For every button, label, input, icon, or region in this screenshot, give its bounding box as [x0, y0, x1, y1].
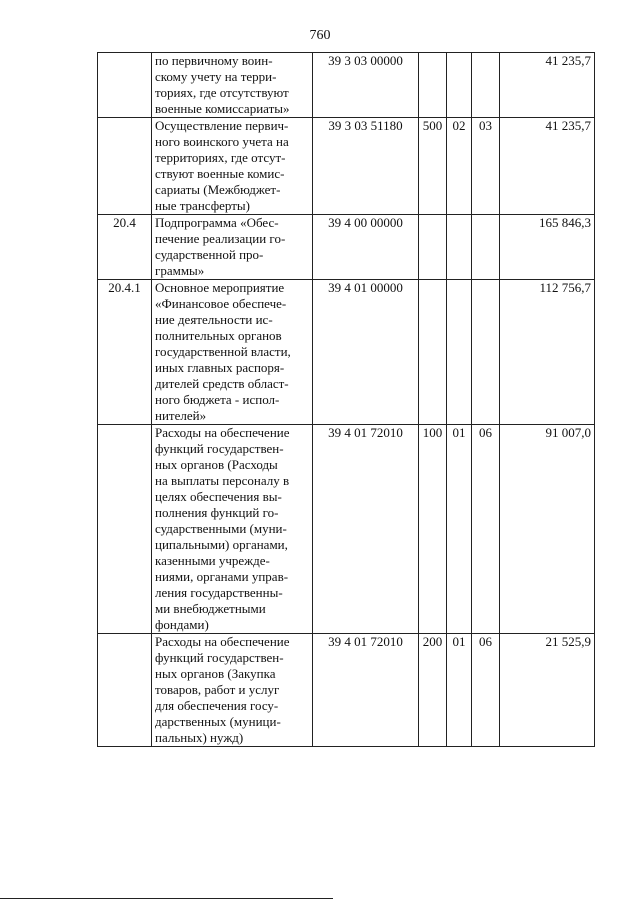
- row-number-cell: [98, 425, 152, 634]
- target-code-cell: 39 3 03 51180: [313, 118, 419, 215]
- expense-type-cell: 200: [419, 634, 447, 747]
- section-cell: 01: [447, 425, 472, 634]
- expense-type-cell: 500: [419, 118, 447, 215]
- footer-rule: [0, 898, 333, 899]
- amount-cell: 165 846,3: [500, 215, 595, 280]
- row-name-cell: Осуществление первич- ного воинского учета на территориях, где отсут- ствуют военные комис- сариаты (Межбюджет- ные трансферты): [152, 118, 313, 215]
- target-code-cell: 39 4 00 00000: [313, 215, 419, 280]
- section-cell: [447, 280, 472, 425]
- subsection-cell: 06: [472, 425, 500, 634]
- subsection-cell: [472, 280, 500, 425]
- row-number-cell: [98, 118, 152, 215]
- page-number: 760: [309, 28, 331, 43]
- row-number-cell: 20.4.1: [98, 280, 152, 425]
- section-cell: [447, 215, 472, 280]
- table-row: [98, 634, 595, 747]
- row-number-cell: [98, 634, 152, 747]
- expense-type-cell: 100: [419, 425, 447, 634]
- target-code-cell: 39 3 03 00000: [313, 53, 419, 118]
- section-cell: [447, 53, 472, 118]
- section-cell: 01: [447, 634, 472, 747]
- target-code-cell: 39 4 01 00000: [313, 280, 419, 425]
- subsection-cell: 03: [472, 118, 500, 215]
- expense-type-cell: [419, 280, 447, 425]
- row-name-cell: Расходы на обеспечение функций государствен- ных органов (Закупка товаров, работ и услуг для обеспечения госу- дарственных (муници- пальных) нужд): [152, 634, 313, 747]
- subsection-cell: [472, 53, 500, 118]
- table-row: [98, 118, 595, 215]
- row-number-cell: 20.4: [98, 215, 152, 280]
- row-name-cell: Подпрограмма «Обес- печение реализации го- сударственной про- граммы»: [152, 215, 313, 280]
- table-row: [98, 53, 595, 118]
- subsection-cell: 06: [472, 634, 500, 747]
- amount-cell: 21 525,9: [500, 634, 595, 747]
- section-cell: 02: [447, 118, 472, 215]
- table-row: [98, 280, 595, 425]
- amount-cell: 91 007,0: [500, 425, 595, 634]
- expense-type-cell: [419, 215, 447, 280]
- table-row: [98, 215, 595, 280]
- budget-table: [97, 52, 595, 747]
- row-name-cell: Расходы на обеспечение функций государствен- ных органов (Расходы на выплаты персоналу в целях обеспечения вы- полнения функций го- сударственными (муни- ципальными) органами, казенными учрежде- ниями, органами управ- ления государственны- ми внебюджетными фондами): [152, 425, 313, 634]
- subsection-cell: [472, 215, 500, 280]
- row-number-cell: [98, 53, 152, 118]
- row-name-cell: по первичному воин- скому учету на терри- ториях, где отсутствуют военные комиссариаты»: [152, 53, 313, 118]
- amount-cell: 112 756,7: [500, 280, 595, 425]
- target-code-cell: 39 4 01 72010: [313, 634, 419, 747]
- target-code-cell: 39 4 01 72010: [313, 425, 419, 634]
- expense-type-cell: [419, 53, 447, 118]
- table-body: [98, 53, 595, 747]
- table-row: [98, 425, 595, 634]
- row-name-cell: Основное мероприятие «Финансовое обеспече- ние деятельности ис- полнительных органов государственной власти, иных главных распоря- дителей средств област- ного бюджета - испол- нителей»: [152, 280, 313, 425]
- amount-cell: 41 235,7: [500, 118, 595, 215]
- amount-cell: 41 235,7: [500, 53, 595, 118]
